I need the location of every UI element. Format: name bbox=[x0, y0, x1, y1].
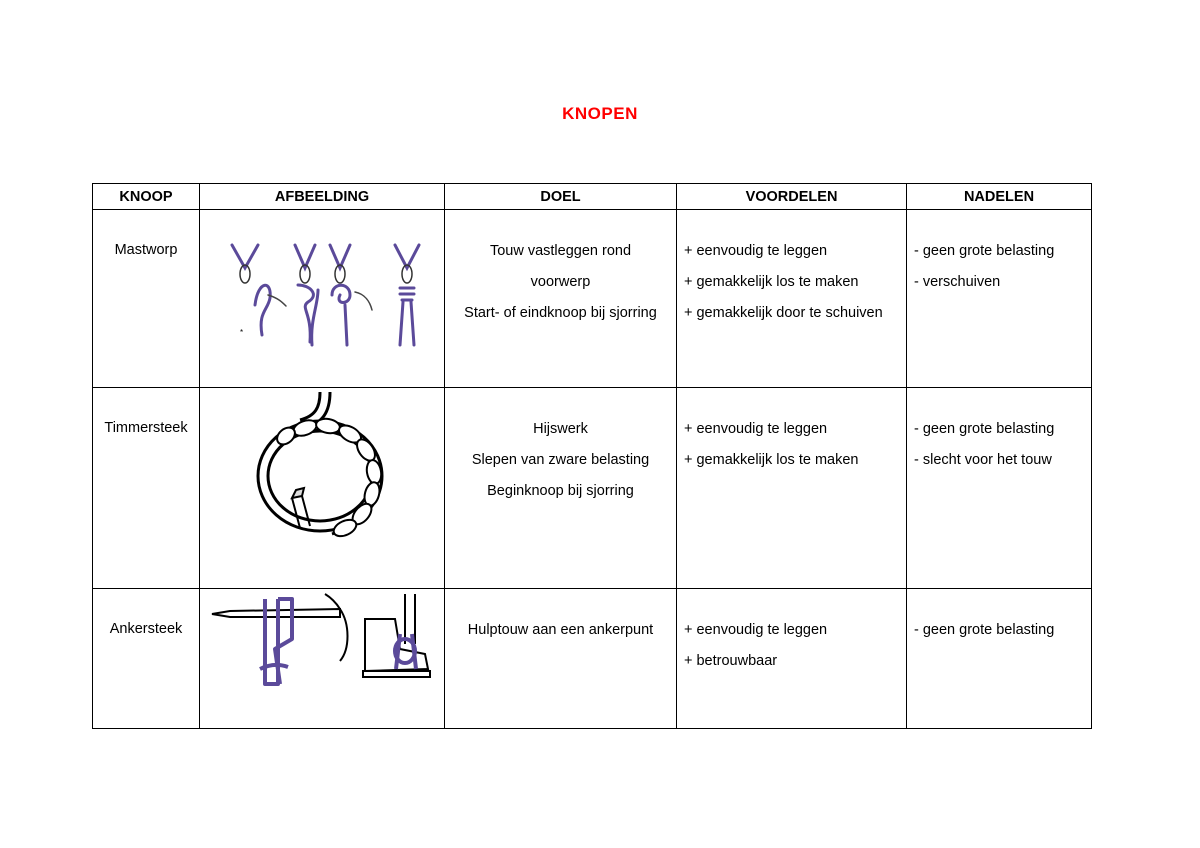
knots-table bbox=[92, 183, 1092, 729]
doel-line: voorwerp bbox=[530, 274, 591, 290]
nadelen-cell bbox=[907, 210, 1092, 388]
nadeel-line: - geen grote belasting bbox=[914, 622, 1055, 638]
voordelen-cell bbox=[677, 210, 907, 388]
voordeel-line: + betrouwbaar bbox=[684, 653, 778, 669]
doel-line: Start- of eindknoop bij sjorring bbox=[464, 305, 657, 321]
knot-name: Timmersteek bbox=[93, 388, 200, 589]
knot-image-cell bbox=[200, 589, 445, 729]
svg-text:*: * bbox=[240, 328, 244, 337]
doel-line: Slepen van zware belasting bbox=[471, 452, 650, 468]
nadeel-line: - geen grote belasting bbox=[914, 243, 1055, 259]
voordeel-line: + eenvoudig te leggen bbox=[684, 243, 828, 259]
voordeel-line: + eenvoudig te leggen bbox=[684, 622, 828, 638]
header-knoop: KNOOP bbox=[93, 184, 200, 210]
voordelen-cell bbox=[677, 589, 907, 729]
table-row bbox=[93, 388, 1092, 589]
voordeel-line: + gemakkelijk los te maken bbox=[684, 274, 859, 290]
page-title: KNOPEN bbox=[562, 104, 638, 123]
knot-name: Ankersteek bbox=[93, 589, 200, 729]
voordelen-cell bbox=[677, 388, 907, 589]
doel-line: Hijswerk bbox=[533, 421, 588, 437]
doel-cell bbox=[445, 388, 677, 589]
nadeel-line: - slecht voor het touw bbox=[914, 452, 1052, 468]
doel-line: Touw vastleggen rond bbox=[489, 243, 632, 259]
voordeel-line: + eenvoudig te leggen bbox=[684, 421, 828, 437]
timmersteek-illustration-icon bbox=[200, 388, 445, 556]
voordeel-line: + gemakkelijk los te maken bbox=[684, 452, 859, 468]
mastworp-illustration-icon bbox=[200, 210, 445, 355]
nadelen-cell bbox=[907, 589, 1092, 729]
table-row bbox=[93, 210, 1092, 388]
header-nadelen: NADELEN bbox=[907, 184, 1092, 210]
header-afbeelding: AFBEELDING bbox=[200, 184, 445, 210]
nadeel-line: - verschuiven bbox=[914, 274, 1001, 290]
header-doel: DOEL bbox=[445, 184, 677, 210]
nadelen-cell bbox=[907, 388, 1092, 589]
doel-cell bbox=[445, 210, 677, 388]
nadeel-line: - geen grote belasting bbox=[914, 421, 1055, 437]
table-header-row bbox=[93, 184, 1092, 210]
doel-line: Hulptouw aan een ankerpunt bbox=[467, 622, 654, 638]
header-voordelen: VOORDELEN bbox=[677, 184, 907, 210]
doel-cell bbox=[445, 589, 677, 729]
ankersteek-illustration-icon bbox=[200, 589, 445, 696]
knot-image-cell bbox=[200, 388, 445, 589]
knot-name: Mastworp bbox=[93, 210, 200, 388]
knot-image-cell bbox=[200, 210, 445, 388]
table-row bbox=[93, 589, 1092, 729]
voordeel-line: + gemakkelijk door te schuiven bbox=[684, 305, 883, 321]
doel-line: Beginknoop bij sjorring bbox=[487, 483, 634, 499]
